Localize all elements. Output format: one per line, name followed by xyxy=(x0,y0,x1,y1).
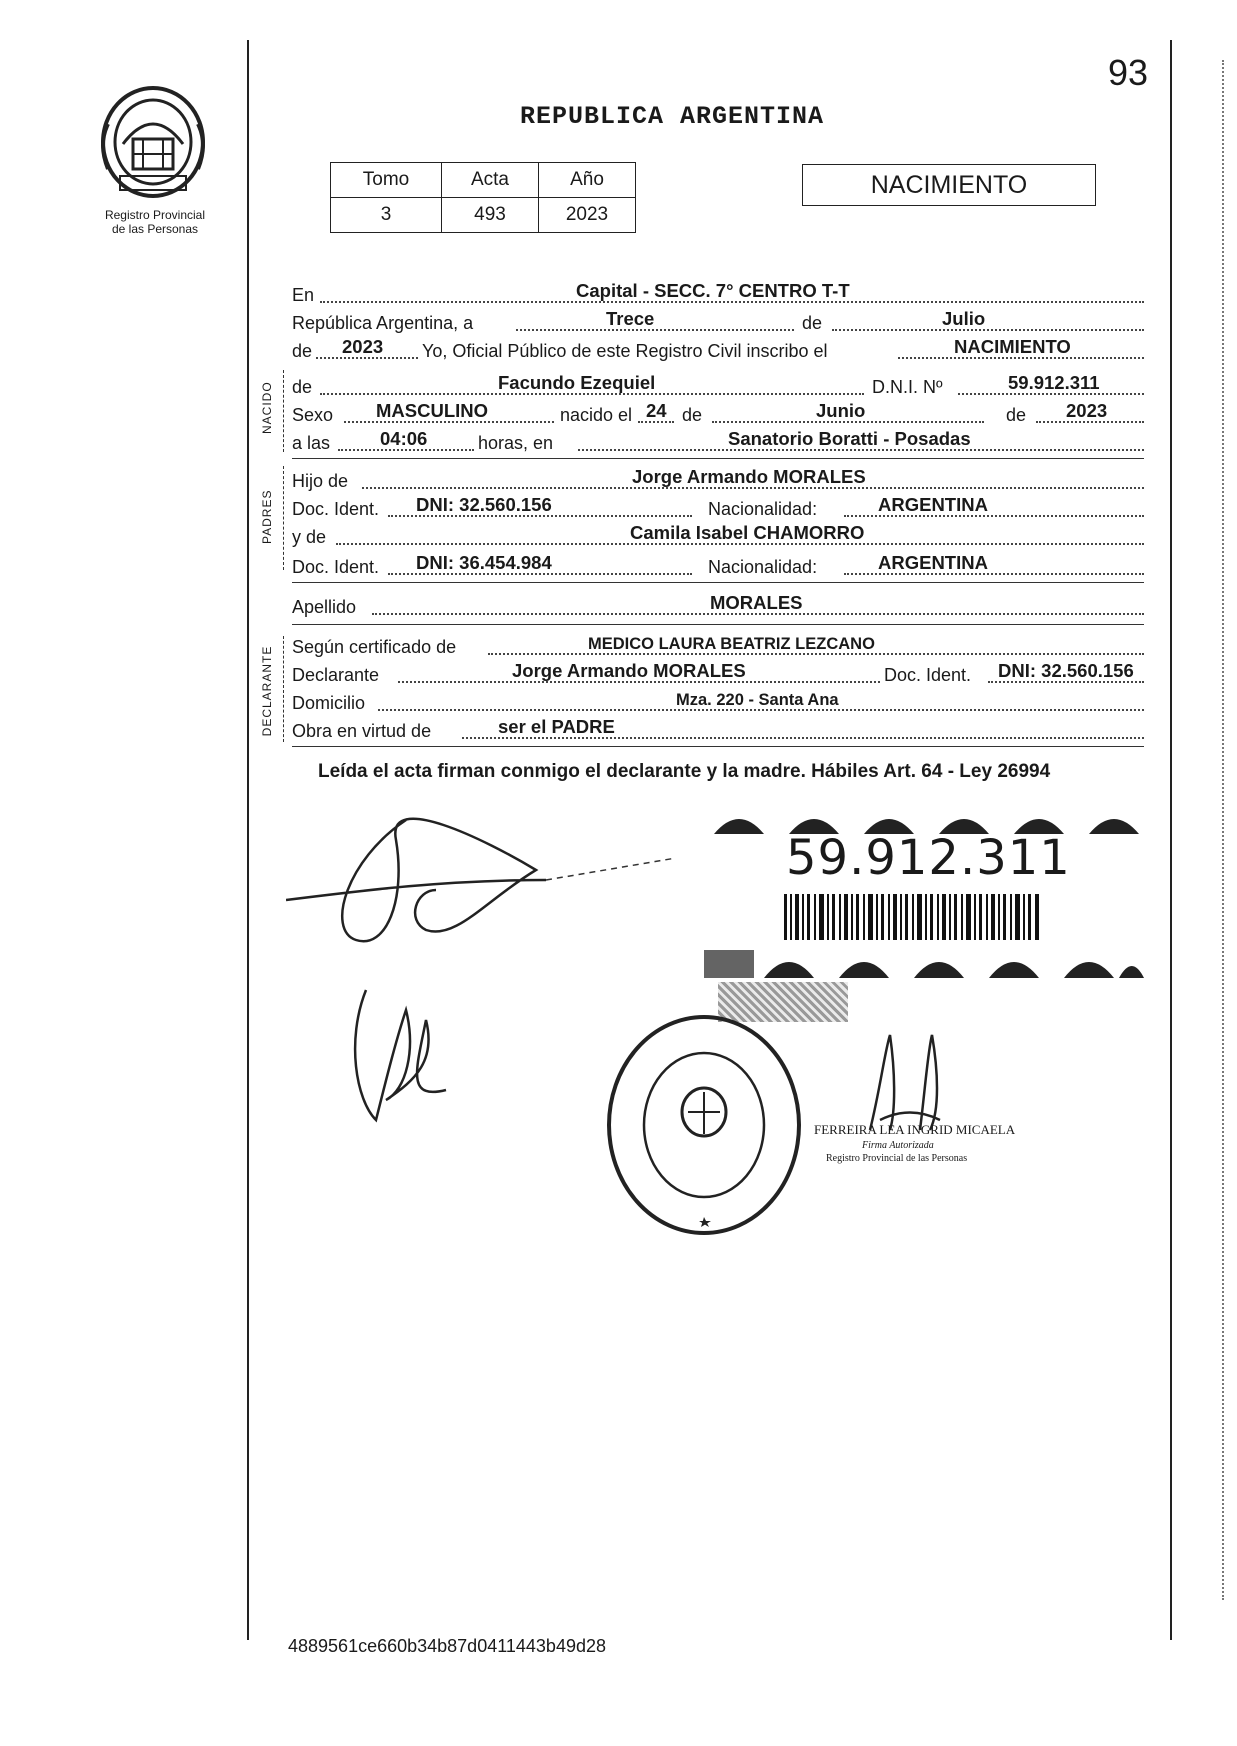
child-dni-value: 59.912.311 xyxy=(1008,372,1100,393)
registrar-role: Firma Autorizada xyxy=(862,1140,934,1151)
month-value: Julio xyxy=(942,308,986,329)
row-year xyxy=(292,336,1144,362)
row-father-name xyxy=(292,466,1144,492)
declarant-doc-value: DNI: 32.560.156 xyxy=(998,660,1134,681)
nacido-el-label: nacido el xyxy=(560,405,633,425)
padres-side-bar xyxy=(283,466,284,570)
birth-year-value: 2023 xyxy=(1066,400,1108,421)
father-nationality-label: Nacionalidad: xyxy=(708,499,818,519)
father-nationality-value: ARGENTINA xyxy=(878,494,988,515)
mother-doc-label: Doc. Ident. xyxy=(292,557,380,577)
padres-section-rule xyxy=(292,582,1144,583)
acta-value: 493 xyxy=(442,198,539,233)
row-birth-time-place xyxy=(292,428,1144,454)
left-margin-line xyxy=(247,40,249,1640)
sex-value: MASCULINO xyxy=(376,400,489,421)
dni-label: D.N.I. Nº xyxy=(872,377,943,397)
security-pattern-bottom xyxy=(704,944,1144,980)
row-mother-doc xyxy=(292,552,1144,578)
row-certificate xyxy=(292,632,1144,658)
birth-place-value: Sanatorio Boratti - Posadas xyxy=(728,428,971,449)
right-margin-line xyxy=(1170,40,1172,1640)
organization-name xyxy=(90,208,220,236)
republica-label: República Argentina, a xyxy=(292,313,474,333)
declarante-side-bar xyxy=(283,636,284,742)
record-type-box: NACIMIENTO xyxy=(802,164,1096,206)
day-value: Trece xyxy=(606,308,655,329)
padres-side-label: PADRES xyxy=(260,489,274,544)
registry-table xyxy=(330,162,636,233)
hijo-de-label: Hijo de xyxy=(292,471,349,491)
year-value: 2023 xyxy=(342,336,384,357)
surname-value: MORALES xyxy=(710,592,803,613)
de-label: de xyxy=(802,313,823,333)
horas-label: horas, en xyxy=(478,433,554,453)
nacido-side-label: NACIDO xyxy=(260,381,274,434)
row-declarant xyxy=(292,660,1144,686)
row-place xyxy=(292,280,1144,306)
official-seal-stamp xyxy=(604,1012,804,1238)
officer-text: Yo, Oficial Público de este Registro Civil inscribo el xyxy=(422,341,828,361)
declarant-signature-image xyxy=(286,780,686,960)
child-name-value: Facundo Ezequiel xyxy=(498,372,656,393)
declarante-side-label: DECLARANTE xyxy=(260,645,274,737)
declarant-doc-label: Doc. Ident. xyxy=(884,665,972,685)
birth-time-value: 04:06 xyxy=(380,428,428,449)
row-father-doc xyxy=(292,494,1144,520)
registry-table-value-row xyxy=(331,198,636,233)
closing-text: Leída el acta firman conmigo el declarante y la madre. Hábiles Art. 64 - Ley 26994 xyxy=(318,761,1051,782)
row-capacity xyxy=(292,716,1144,742)
row-mother-name xyxy=(292,522,1144,548)
place-value: Capital - SECC. 7° CENTRO T-T xyxy=(576,280,850,301)
anio-value: 2023 xyxy=(539,198,636,233)
acta-header: Acta xyxy=(442,163,539,198)
a-las-label: a las xyxy=(292,433,331,453)
birth-day-value: 24 xyxy=(646,400,667,421)
mother-nationality-label: Nacionalidad: xyxy=(708,557,818,577)
domicilio-label: Domicilio xyxy=(292,693,366,713)
mother-doc-value: DNI: 36.454.984 xyxy=(416,552,552,573)
father-name-value: Jorge Armando MORALES xyxy=(632,466,866,487)
org-line-1: Registro Provincial xyxy=(104,208,206,222)
row-sex-birthdate xyxy=(292,400,1144,426)
sexo-label: Sexo xyxy=(292,405,334,425)
province-coat-of-arms-logo xyxy=(98,84,208,200)
nacido-de2-label: de xyxy=(682,405,703,425)
certificate-value: MEDICO LAURA BEATRIZ LEZCANO xyxy=(588,635,875,653)
row-child-name xyxy=(292,372,1144,398)
nacido-de3-label: de xyxy=(1006,405,1027,425)
registry-table-header-row xyxy=(331,163,636,198)
page-number: 93 xyxy=(1108,52,1149,93)
nacido-de-label: de xyxy=(292,377,313,397)
row-surname xyxy=(292,592,1144,618)
declarante-label: Declarante xyxy=(292,665,380,685)
father-doc-label: Doc. Ident. xyxy=(292,499,380,519)
obra-label: Obra en virtud de xyxy=(292,721,432,741)
mother-signature-image xyxy=(346,980,476,1130)
apellido-section-rule xyxy=(292,624,1144,625)
org-line-2: de las Personas xyxy=(111,222,199,236)
capacity-value: ser el PADRE xyxy=(498,716,615,737)
en-label: En xyxy=(292,285,315,305)
tomo-value: 3 xyxy=(331,198,442,233)
birth-month-value: Junio xyxy=(816,400,866,421)
cert-label: Según certificado de xyxy=(292,637,457,657)
apellido-label: Apellido xyxy=(292,597,357,617)
declarant-name-value: Jorge Armando MORALES xyxy=(512,660,746,681)
registrar-name: FERREIRA LEA INGRID MICAELA xyxy=(814,1122,1016,1137)
anio-header: Año xyxy=(539,163,636,198)
address-value: Mza. 220 - Santa Ana xyxy=(676,691,839,709)
nacido-side-bar xyxy=(283,370,284,452)
barcode-dni-number: 59.912.311 xyxy=(786,830,1071,886)
document-hash: 4889561ce660b34b87d0411443b49d28 xyxy=(288,1636,606,1656)
edge-perforation xyxy=(1222,60,1224,1600)
row-date xyxy=(292,308,1144,334)
de2-label: de xyxy=(292,341,313,361)
registrar-org: Registro Provincial de las Personas xyxy=(826,1153,968,1164)
country-title: REPUBLICA ARGENTINA xyxy=(520,102,825,131)
mother-nationality-value: ARGENTINA xyxy=(878,552,988,573)
barcode-image xyxy=(784,894,1040,940)
row-address xyxy=(292,688,1144,714)
act-value: NACIMIENTO xyxy=(954,336,1071,357)
father-doc-value: DNI: 32.560.156 xyxy=(416,494,552,515)
nacido-section-rule xyxy=(292,458,1144,459)
mother-name-value: Camila Isabel CHAMORRO xyxy=(630,522,865,543)
declarante-section-rule xyxy=(292,746,1144,747)
y-de-label: y de xyxy=(292,527,327,547)
tomo-header: Tomo xyxy=(331,163,442,198)
